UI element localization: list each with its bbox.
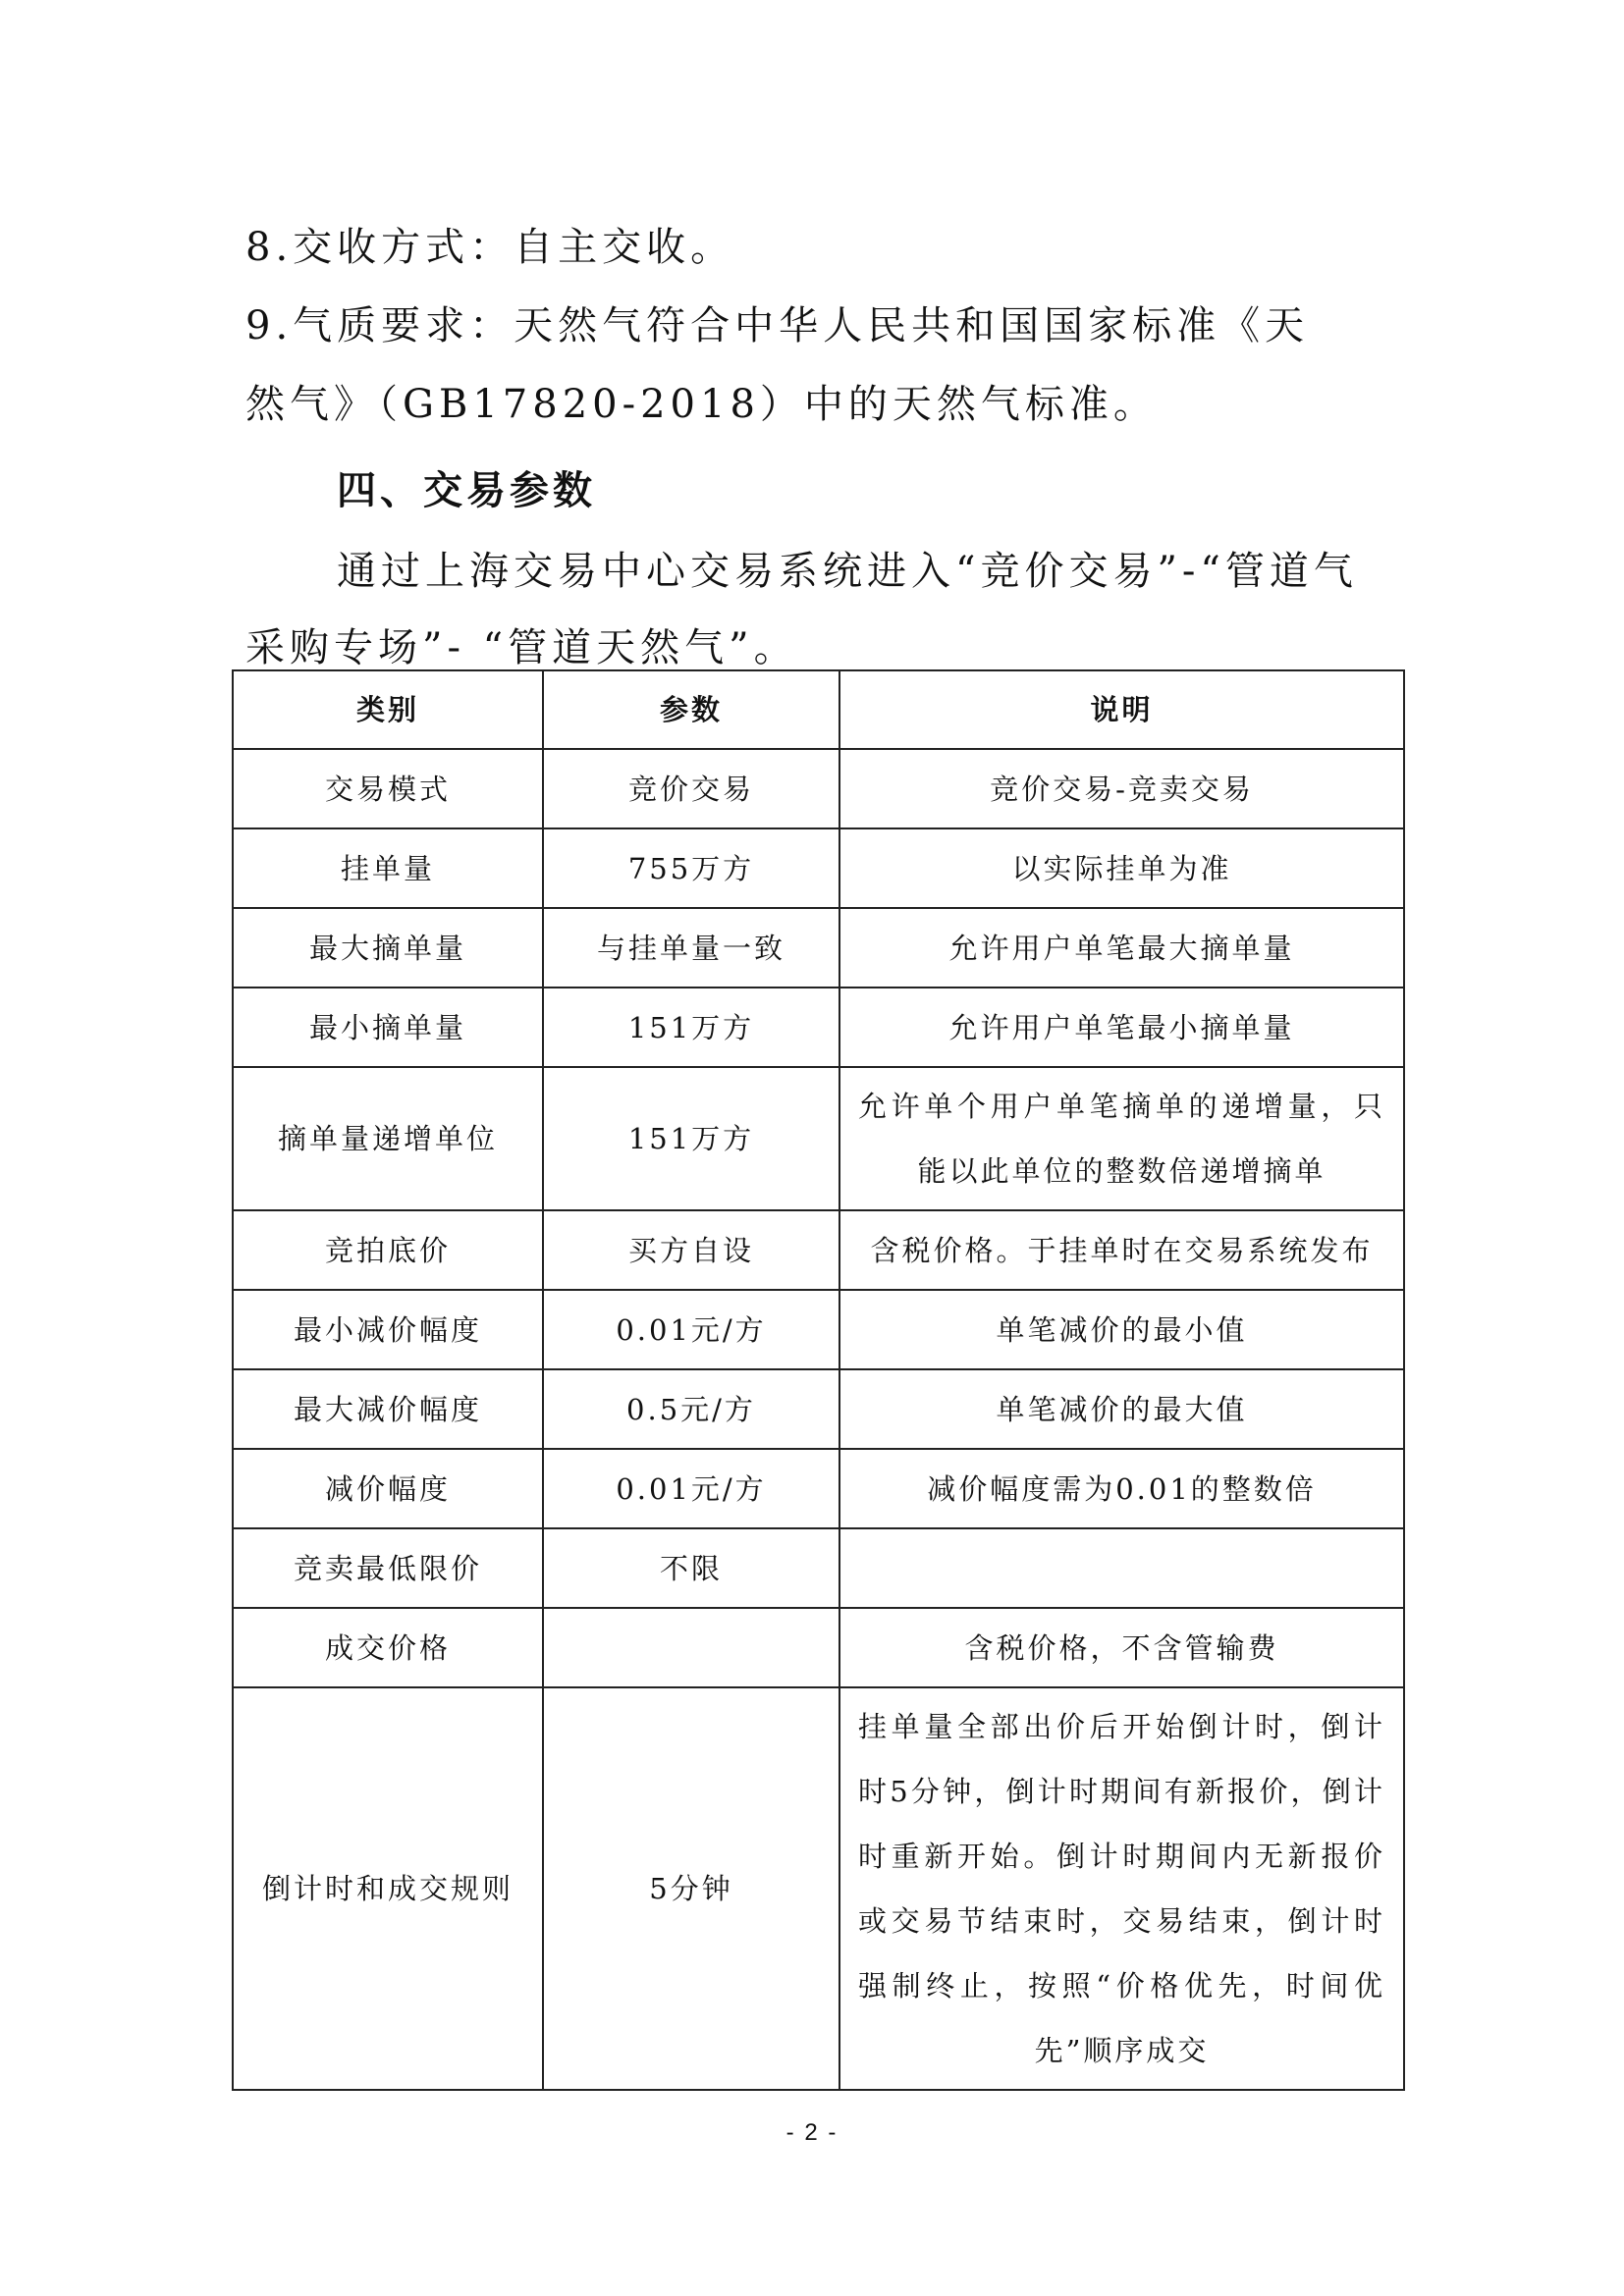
cell-parameter: 竞价交易 [543, 749, 839, 828]
cell-category: 倒计时和成交规则 [233, 1687, 543, 2090]
cell-description: 允许用户单笔最大摘单量 [839, 908, 1404, 988]
table-row [233, 908, 1404, 988]
cell-description: 以实际挂单为准 [839, 828, 1404, 908]
table-row [233, 1687, 1404, 2090]
cell-parameter: 5分钟 [543, 1687, 839, 2090]
cell-parameter: 不限 [543, 1528, 839, 1608]
table-row [233, 1449, 1404, 1528]
table-row [233, 1290, 1404, 1369]
table-row [233, 828, 1404, 908]
table-header-row [233, 670, 1404, 749]
page-number: - 2 - [785, 2119, 839, 2146]
cell-category: 最小摘单量 [233, 988, 543, 1067]
cell-category: 摘单量递增单位 [233, 1067, 543, 1210]
cell-parameter: 0.01元/方 [543, 1290, 839, 1369]
cell-description [839, 1528, 1404, 1608]
cell-category: 交易模式 [233, 749, 543, 828]
section-heading: 四、交易参数 [337, 468, 596, 513]
cell-category: 减价幅度 [233, 1449, 543, 1528]
header-parameter: 参数 [543, 670, 839, 749]
cell-description: 减价幅度需为0.01的整数倍 [839, 1449, 1404, 1528]
cell-category: 竞卖最低限价 [233, 1528, 543, 1608]
parameters-table [232, 669, 1405, 2091]
cell-parameter: 与挂单量一致 [543, 908, 839, 988]
cell-description: 竞价交易-竞卖交易 [839, 749, 1404, 828]
header-description: 说明 [839, 670, 1404, 749]
cell-parameter: 151万方 [543, 1067, 839, 1210]
cell-parameter: 0.01元/方 [543, 1449, 839, 1528]
table-row [233, 1528, 1404, 1608]
cell-category: 挂单量 [233, 828, 543, 908]
cell-parameter: 买方自设 [543, 1210, 839, 1290]
table-row [233, 1369, 1404, 1449]
table-row [233, 749, 1404, 828]
cell-description: 允许用户单笔最小摘单量 [839, 988, 1404, 1067]
cell-category: 成交价格 [233, 1608, 543, 1687]
cell-description: 单笔减价的最小值 [839, 1290, 1404, 1369]
cell-category: 最大摘单量 [233, 908, 543, 988]
cell-parameter: 151万方 [543, 988, 839, 1067]
cell-parameter: 755万方 [543, 828, 839, 908]
cell-parameter [543, 1608, 839, 1687]
table-row [233, 1608, 1404, 1687]
cell-description: 允许单个用户单笔摘单的递增量，只能以此单位的整数倍递增摘单 [839, 1067, 1404, 1210]
cell-description: 挂单量全部出价后开始倒计时，倒计时5分钟，倒计时期间有新报价，倒计时重新开始。倒计时期间内无新报价或交易节结束时，交易结束，倒计时强制终止，按照“价格优先，时间优先”顺序成交 [839, 1687, 1404, 2090]
cell-category: 最小减价幅度 [233, 1290, 543, 1369]
table-row [233, 1210, 1404, 1290]
cell-parameter: 0.5元/方 [543, 1369, 839, 1449]
paragraph-item-8: 8.交收方式：自主交收。 [245, 225, 735, 270]
paragraph-item-9-line-1: 9.气质要求：天然气符合中华人民共和国国家标准《天 [245, 303, 1310, 348]
cell-description: 单笔减价的最大值 [839, 1369, 1404, 1449]
cell-category: 竞拍底价 [233, 1210, 543, 1290]
cell-category: 最大减价幅度 [233, 1369, 543, 1449]
table-row [233, 1067, 1404, 1210]
table-row [233, 988, 1404, 1067]
intro-paragraph-line-2: 采购专场”- “管道天然气”。 [245, 625, 798, 670]
cell-description: 含税价格，不含管输费 [839, 1608, 1404, 1687]
header-category: 类别 [233, 670, 543, 749]
paragraph-item-9-line-2: 然气》（GB17820-2018）中的天然气标准。 [245, 382, 1158, 427]
intro-paragraph-line-1: 通过上海交易中心交易系统进入“竞价交易”-“管道气 [337, 549, 1358, 594]
cell-description: 含税价格。于挂单时在交易系统发布 [839, 1210, 1404, 1290]
